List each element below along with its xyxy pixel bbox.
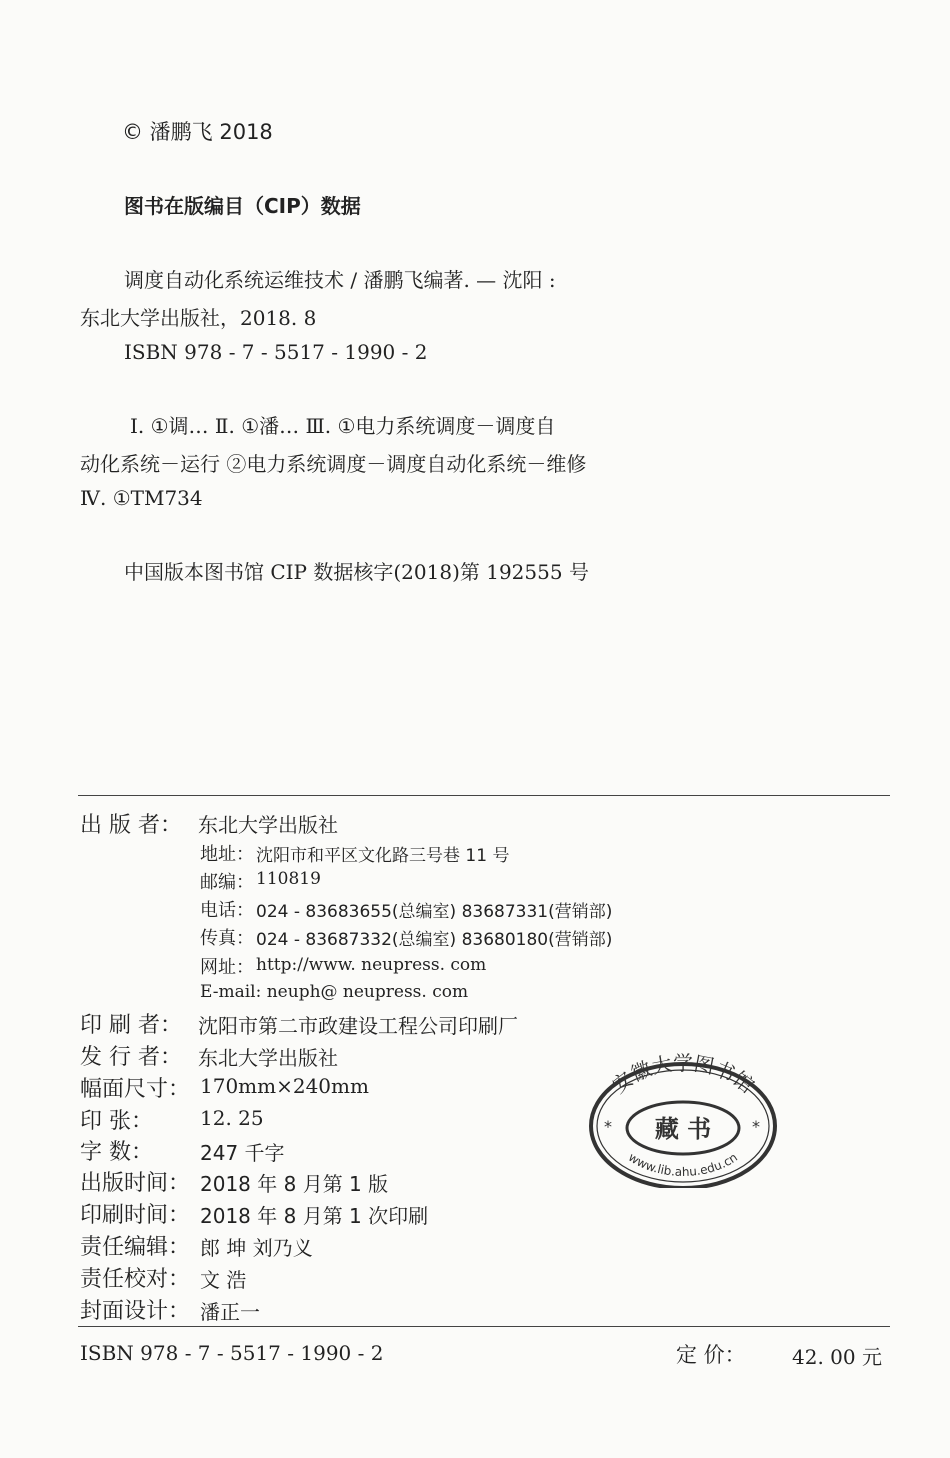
fax-value: 024 - 83687332(总编室) 83680180(营销部) bbox=[256, 930, 613, 950]
website-value: http://www. neupress. com bbox=[256, 955, 487, 975]
proofreader-value: 文 浩 bbox=[200, 1268, 247, 1292]
cover-designer-label: 封面设计： bbox=[80, 1299, 191, 1324]
format-label: 幅面尺寸： bbox=[80, 1077, 191, 1102]
printer-value: 沈阳市第二市政建设工程公司印刷厂 bbox=[198, 1014, 518, 1038]
fax-label: 传真： bbox=[200, 928, 254, 949]
words-label: 字 数： bbox=[80, 1140, 153, 1165]
format-value: 170mm×240mm bbox=[200, 1074, 369, 1098]
isbn-footer: ISBN 978 - 7 - 5517 - 1990 - 2 bbox=[80, 1341, 384, 1365]
cip-publisher-line: 东北大学出版社，2018. 8 bbox=[80, 306, 317, 330]
sheets-value: 12. 25 bbox=[200, 1106, 264, 1130]
words-value: 247 千字 bbox=[200, 1141, 285, 1165]
proofreader-label: 责任校对： bbox=[80, 1267, 191, 1292]
pub-date-label: 出版时间： bbox=[80, 1171, 191, 1196]
cip-record-number: 中国版本图书馆 CIP 数据核字(2018)第 192555 号 bbox=[124, 560, 589, 584]
print-date-value: 2018 年 8 月第 1 次印刷 bbox=[200, 1204, 429, 1228]
address-label: 地址： bbox=[200, 844, 254, 865]
library-stamp bbox=[588, 1048, 778, 1188]
cip-title-line: 调度自动化系统运维技术 / 潘鹏飞编著. — 沈阳 : bbox=[124, 268, 556, 292]
price-value: 42. 00 元 bbox=[792, 1345, 882, 1369]
website-label: 网址： bbox=[200, 957, 254, 978]
phone-value: 024 - 83683655(总编室) 83687331(营销部) bbox=[256, 902, 613, 922]
email-value: E-mail: neuph@ neupress. com bbox=[200, 982, 469, 1002]
stamp-bottom-text: www.lib.ahu.edu.cn bbox=[625, 1150, 741, 1179]
stamp-star-right-icon: * bbox=[752, 1117, 760, 1136]
publisher-label: 出 版 者： bbox=[80, 813, 182, 838]
cip-isbn: ISBN 978 - 7 - 5517 - 1990 - 2 bbox=[124, 340, 428, 364]
price-label: 定 价： bbox=[676, 1343, 746, 1367]
stamp-top-text: 安徽大学图书馆 bbox=[607, 1051, 759, 1098]
cip-heading: 图书在版编目（CIP）数据 bbox=[124, 194, 361, 218]
printer-label: 印 刷 者： bbox=[80, 1013, 182, 1038]
cip-classification-1: Ⅰ. ①调… Ⅱ. ①潘… Ⅲ. ①电力系统调度－调度自 bbox=[130, 414, 556, 438]
postcode-label: 邮编： bbox=[200, 872, 254, 893]
publisher-value: 东北大学出版社 bbox=[198, 813, 338, 837]
imprint-top-rule bbox=[78, 795, 890, 796]
phone-label: 电话： bbox=[200, 900, 254, 921]
cip-classification-2: 动化系统－运行 ②电力系统调度－调度自动化系统－维修 bbox=[80, 452, 587, 476]
pub-date-value: 2018 年 8 月第 1 版 bbox=[200, 1172, 389, 1196]
sheets-label: 印 张： bbox=[80, 1109, 153, 1134]
cip-classification-3: Ⅳ. ①TM734 bbox=[80, 486, 203, 510]
cover-designer-value: 潘正一 bbox=[200, 1300, 260, 1324]
address-value: 沈阳市和平区文化路三号巷 11 号 bbox=[256, 846, 510, 866]
stamp-center-text: 藏 书 bbox=[654, 1114, 712, 1143]
stamp-star-left-icon: * bbox=[604, 1117, 612, 1136]
print-date-label: 印刷时间： bbox=[80, 1203, 191, 1228]
postcode-value: 110819 bbox=[256, 869, 321, 889]
distributor-label: 发 行 者： bbox=[80, 1045, 182, 1070]
imprint-bottom-rule bbox=[78, 1326, 890, 1327]
editor-value: 郎 坤 刘乃义 bbox=[200, 1236, 313, 1260]
copyright-line: © 潘鹏飞 2018 bbox=[122, 120, 273, 144]
editor-label: 责任编辑： bbox=[80, 1235, 191, 1260]
distributor-value: 东北大学出版社 bbox=[198, 1046, 338, 1070]
